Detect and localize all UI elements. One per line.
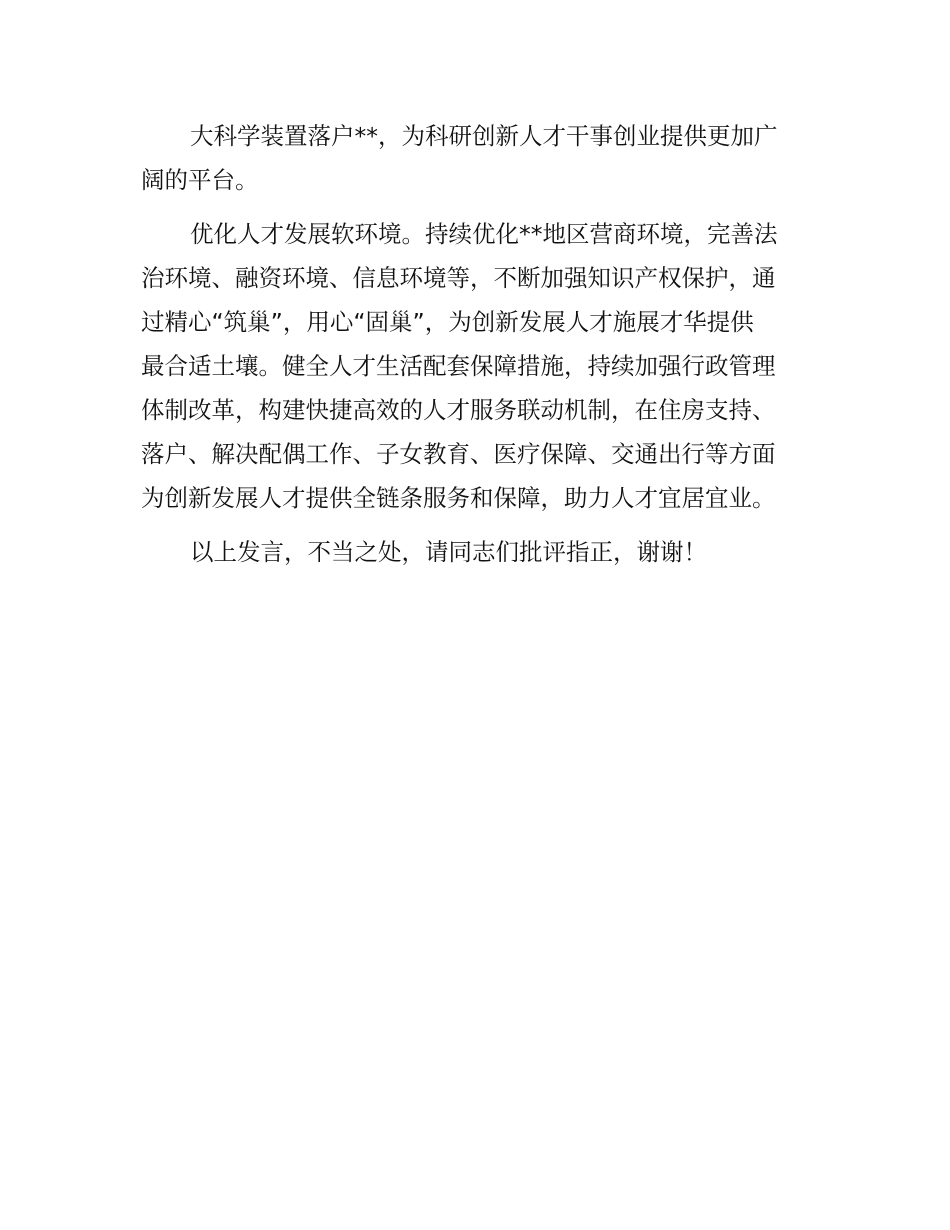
paragraph-line: 体制改革，构建快捷高效的人才服务联动机制，在住房支持、 (141, 396, 776, 424)
paragraph-line: 治环境、融资环境、信息环境等，不断加强知识产权保护，通 (141, 264, 776, 292)
paragraph-line: 以上发言，不当之处，请同志们批评指正，谢谢！ (190, 538, 707, 566)
paragraph-line: 落户、解决配偶工作、子女教育、医疗保障、交通出行等方面 (141, 440, 776, 468)
paragraph-line: 为创新发展人才提供全链条服务和保障，助力人才宜居宜业。 (141, 484, 776, 512)
paragraph-2 (141, 212, 811, 520)
document-body (141, 114, 811, 574)
paragraph-line: 最合适土壤。健全人才生活配套保障措施，持续加强行政管理 (141, 352, 776, 380)
paragraph-line: 阔的平台。 (141, 166, 259, 194)
paragraph-3 (141, 530, 811, 574)
paragraph-1 (141, 114, 811, 202)
paragraph-line: 优化人才发展软环境。持续优化**地区营商环境，完善法 (190, 220, 778, 248)
paragraph-line: 大科学装置落户**，为科研创新人才干事创业提供更加广 (190, 122, 778, 150)
paragraph-line: 过精心“筑巢”，用心“固巢”，为创新发展人才施展才华提供 (141, 308, 754, 336)
